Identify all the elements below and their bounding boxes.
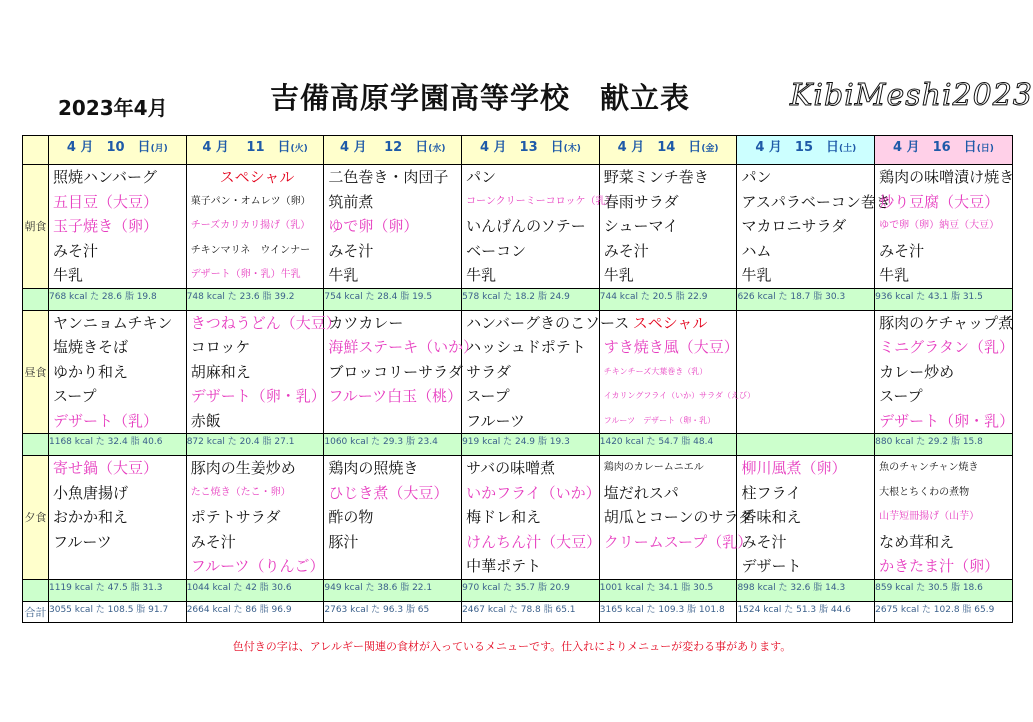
nutrition-cell: [737, 434, 875, 456]
menu-item: 牛乳: [466, 266, 497, 284]
menu-item: カツカレー: [328, 313, 404, 332]
nutrition-cell: 898 kcal た 32.6 脂 14.3: [737, 579, 875, 601]
allergy-note: 色付きの字は、アレルギー関連の食材が入っているメニューです。仕入れによりメニューが変わる事があります。: [232, 640, 792, 653]
menu-item: [737, 384, 874, 409]
nutrition-cell: 768 kcal た 28.6 脂 19.8: [49, 288, 187, 310]
menu-item: スープ: [53, 387, 97, 405]
menu-item: 赤飯: [190, 411, 221, 430]
nutrition-cell: 744 kcal た 20.5 脂 22.9: [599, 288, 737, 310]
menu-cell: [324, 310, 479, 434]
menu-item: 豚肉のケチャップ煮: [879, 313, 1014, 332]
menu-item: ミニグラタン（乳）: [879, 338, 1014, 356]
nutrition-cell: 578 kcal た 18.2 脂 24.9: [462, 288, 600, 310]
date-header-thu: [462, 136, 600, 165]
total-cell: 1524 kcal た 51.3 脂 44.6: [737, 601, 875, 622]
month-label: 2023年4月: [58, 96, 168, 120]
date-header-sun: [875, 136, 1013, 165]
menu-item: 鶏肉の照焼き: [328, 459, 419, 477]
menu-cell: [599, 165, 737, 289]
nutrition-cell: 936 kcal た 43.1 脂 31.5: [875, 288, 1013, 310]
dinner-row: [23, 456, 1013, 580]
menu-item: たこ焼き（たこ・卵）: [190, 486, 291, 498]
menu-item: 牛乳: [741, 266, 772, 284]
date-header-mon: [49, 136, 187, 165]
menu-cell: [737, 310, 875, 434]
menu-item: フルーツ（りんご）: [190, 557, 325, 575]
date-text: 4 月 12 日: [340, 140, 429, 155]
menu-cell: [462, 165, 616, 289]
nutrition-cell: 970 kcal た 35.7 脂 20.9: [462, 579, 600, 601]
menu-item: きつねうどん（大豆）: [190, 313, 341, 332]
menu-item: 春雨サラダ: [603, 192, 679, 211]
menu-item: 菓子パン・オムレツ（卵）: [190, 195, 311, 207]
menu-item: ハム: [741, 241, 772, 260]
menu-item: ひじき煮（大豆）: [328, 483, 449, 502]
total-cell: 2664 kcal た 86 脂 96.9: [186, 601, 324, 622]
menu-cell: [49, 165, 187, 289]
menu-cell: [737, 165, 891, 289]
menu-item: ゆで卵（卵）納豆（大豆）: [879, 220, 1000, 231]
menu-item: かきたま汁（卵）: [879, 557, 1000, 575]
menu-item: クリームスープ（乳）: [603, 532, 753, 551]
menu-item: みそ汁: [328, 241, 374, 260]
total-cell: 2467 kcal た 78.8 脂 65.1: [462, 601, 600, 622]
menu-item: 牛乳: [879, 266, 910, 284]
header-corner: [23, 136, 49, 165]
menu-item: デザート: [741, 557, 802, 575]
menu-item: 胡麻和え: [190, 362, 251, 381]
menu-item: フルーツ白玉（桃）: [328, 387, 463, 405]
menu-item: 牛乳: [53, 266, 84, 284]
menu-table: [22, 135, 1013, 623]
menu-cell: [875, 165, 1013, 289]
menu-item: [737, 335, 874, 360]
menu-item: すき焼き風（大豆）: [603, 338, 739, 356]
total-label: 合計: [23, 601, 49, 622]
nutrition-cell: 949 kcal た 38.6 脂 22.1: [324, 579, 462, 601]
menu-item: ポテトサラダ: [190, 508, 281, 526]
lunch-nutrition-row: [23, 434, 1013, 456]
date-header-wed: [324, 136, 462, 165]
menu-item: ブロッコリーサラダ: [328, 362, 463, 381]
menu-item: みそ汁: [741, 532, 787, 551]
menu-item: ゆで卵（卵）: [328, 217, 419, 235]
menu-item: 魚のチャンチャン焼き: [879, 462, 979, 473]
menu-cell: [186, 456, 324, 580]
menu-item: 胡瓜とコーンのサラダ: [603, 508, 754, 526]
menu-item: [737, 409, 874, 434]
nutrition-cell: 626 kcal た 18.7 脂 30.3: [737, 288, 875, 310]
nutrition-cell: 1001 kcal た 34.1 脂 30.5: [599, 579, 737, 601]
menu-item: デザート（乳）: [53, 411, 159, 430]
menu-item: マカロニサラダ: [741, 217, 847, 235]
menu-item: 塩だれスパ: [603, 483, 679, 502]
menu-item: フルーツ: [53, 532, 112, 551]
date-header-row: [23, 136, 1013, 165]
menu-item: サバの味噌煮: [466, 459, 556, 477]
menu-item: 二色巻き・肉団子: [328, 168, 449, 186]
menu-item: 鶏肉のカレームニエル: [603, 462, 704, 473]
menu-item: デザート（卵・乳）牛乳: [190, 269, 301, 280]
menu-item: 小魚唐揚げ: [53, 483, 129, 502]
menu-item: アスパラベーコン巻き: [741, 192, 891, 211]
menu-item: 塩焼きそば: [53, 338, 129, 356]
weekday-text: (水): [428, 144, 446, 154]
page-title: 吉備高原学園高等学校 献立表: [270, 81, 691, 115]
total-row: [23, 601, 1013, 622]
menu-cell: [737, 456, 875, 580]
breakfast-label: 朝食: [23, 165, 49, 289]
nutrition-label: [23, 434, 49, 456]
menu-item: スペシャル: [632, 313, 708, 332]
menu-item: 柱フライ: [741, 483, 801, 502]
total-cell: 2675 kcal た 102.8 脂 65.9: [875, 601, 1013, 622]
menu-item: コーンクリーミーコロッケ（乳）: [466, 195, 616, 207]
date-text: 4 月 15 日: [755, 140, 839, 155]
menu-item: スープ: [879, 387, 923, 405]
dinner-nutrition-row: [23, 579, 1013, 601]
nutrition-cell: 872 kcal た 20.4 脂 27.1: [186, 434, 324, 456]
menu-item: フルーツ デザート（卵・乳）: [603, 415, 716, 425]
menu-cell: [186, 165, 324, 289]
date-text: 4 月 11 日: [202, 140, 291, 155]
weekday-text: (土): [839, 144, 857, 154]
menu-cell: [462, 310, 630, 434]
menu-item: ハンバーグきのこソース: [466, 313, 630, 332]
menu-item: デザート（卵・乳）: [190, 387, 326, 405]
menu-item: 鶏肉の味噌漬け焼き: [879, 168, 1015, 186]
menu-cell: [875, 310, 1013, 434]
menu-cell: [186, 310, 341, 434]
menu-item: なめ茸和え: [879, 532, 955, 551]
menu-item: 五目豆（大豆）: [53, 192, 159, 211]
kibimeshi-logo: KibiMeshi2023: [790, 78, 1033, 113]
date-header-sat: [737, 136, 875, 165]
nutrition-label: [23, 579, 49, 601]
nutrition-cell: 880 kcal た 29.2 脂 15.8: [875, 434, 1013, 456]
menu-item: 中華ポテト: [466, 557, 542, 575]
menu-item: 海鮮ステーキ（いか）: [328, 338, 479, 356]
menu-item: おかか和え: [53, 508, 129, 526]
weekday-text: (日): [976, 144, 994, 154]
menu-item: 柳川風煮（卵）: [741, 459, 847, 477]
menu-item: みそ汁: [190, 532, 236, 551]
breakfast-nutrition-row: [23, 288, 1013, 310]
weekday-text: (火): [290, 144, 308, 154]
menu-item: [600, 554, 737, 579]
menu-item: いんげんのソテー: [466, 217, 586, 235]
nutrition-cell: 1119 kcal た 47.5 脂 31.3: [49, 579, 187, 601]
menu-item: パン: [741, 168, 772, 186]
menu-item: ゆかり和え: [53, 362, 129, 381]
nutrition-cell: 1420 kcal た 54.7 脂 48.4: [599, 434, 737, 456]
menu-item: みそ汁: [879, 241, 925, 260]
menu-item: みそ汁: [53, 241, 99, 260]
nutrition-cell: 748 kcal た 23.6 脂 39.2: [186, 288, 324, 310]
date-text: 4 月 10 日: [66, 140, 151, 155]
menu-item: 玉子焼き（卵）: [53, 217, 159, 235]
menu-item: 炒り豆腐（大豆）: [879, 192, 1000, 211]
menu-item: [324, 554, 461, 579]
menu-item: コロッケ: [190, 338, 251, 356]
menu-cell: [875, 456, 1013, 580]
menu-item: ベーコン: [466, 241, 527, 260]
menu-item: 牛乳: [603, 266, 634, 284]
menu-item: 野菜ミンチ巻き: [603, 168, 709, 186]
nutrition-cell: 754 kcal た 28.4 脂 19.5: [324, 288, 462, 310]
menu-cell: [462, 456, 600, 580]
menu-item: パン: [466, 168, 497, 186]
menu-item: けんちん汁（大豆）: [466, 532, 602, 551]
lunch-row: [23, 310, 1013, 434]
menu-item: [49, 554, 186, 579]
menu-item: [324, 409, 461, 434]
menu-item: イカリングフライ（いか）サラダ（えび）: [603, 391, 756, 400]
menu-item: 筑前煮: [328, 192, 374, 211]
menu-cell: [599, 456, 754, 580]
date-text: 4 月 13 日: [479, 140, 564, 155]
nutrition-cell: 1060 kcal た 29.3 脂 23.4: [324, 434, 462, 456]
weekday-text: (金): [701, 144, 719, 154]
menu-item: 豚汁: [328, 532, 359, 551]
menu-item: サラダ: [466, 362, 511, 381]
menu-item: ハッシュドポテト: [466, 338, 586, 356]
weekday-text: (月): [150, 144, 168, 154]
menu-item: ヤンニョムチキン: [53, 313, 173, 332]
date-text: 4 月 16 日: [893, 140, 977, 155]
nutrition-label: [23, 288, 49, 310]
nutrition-cell: 1168 kcal た 32.4 脂 40.6: [49, 434, 187, 456]
menu-item: 豚肉の生姜炒め: [190, 459, 296, 477]
total-cell: 3055 kcal た 108.5 脂 91.7: [49, 601, 187, 622]
menu-item: 梅ドレ和え: [466, 508, 542, 526]
menu-item: スペシャル: [219, 168, 295, 186]
menu-item: 大根とちくわの煮物: [879, 486, 970, 498]
menu-cell: [49, 456, 187, 580]
menu-item: [737, 360, 874, 385]
menu-item: [737, 311, 874, 336]
date-text: 4 月 14 日: [617, 140, 702, 155]
breakfast-row: [23, 165, 1013, 289]
menu-item: 牛乳: [328, 266, 359, 284]
nutrition-cell: 919 kcal た 24.9 脂 19.3: [462, 434, 600, 456]
menu-cell: [324, 456, 462, 580]
menu-item: 照焼ハンバーグ: [53, 168, 157, 186]
nutrition-cell: 859 kcal た 30.5 脂 18.6: [875, 579, 1013, 601]
menu-item: みそ汁: [603, 241, 649, 260]
menu-item: フルーツ: [466, 411, 525, 430]
menu-cell: [324, 165, 462, 289]
date-header-fri: [599, 136, 737, 165]
menu-item: いかフライ（いか）: [466, 483, 601, 502]
menu-item: スープ: [466, 387, 510, 405]
menu-item: カレー炒め: [879, 362, 955, 381]
menu-item: チキンマリネ ウインナー: [190, 244, 311, 256]
menu-item: 山芋短冊揚げ（山芋）: [879, 511, 980, 522]
menu-item: デザート（卵・乳）: [879, 411, 1015, 430]
date-header-tue: [186, 136, 324, 165]
menu-item: チーズカリカリ揚げ（乳）: [190, 220, 311, 231]
total-cell: 2763 kcal た 96.3 脂 65: [324, 601, 462, 622]
dinner-label: 夕食: [23, 456, 49, 580]
weekday-text: (木): [563, 144, 581, 154]
menu-item: 寄せ鍋（大豆）: [53, 459, 159, 477]
nutrition-cell: 1044 kcal た 42 脂 30.6: [186, 579, 324, 601]
menu-item: シューマイ: [603, 217, 679, 235]
lunch-label: 昼食: [23, 310, 49, 434]
menu-item: 酢の物: [328, 508, 374, 526]
total-cell: 3165 kcal た 109.3 脂 101.8: [599, 601, 737, 622]
menu-cell: [49, 310, 187, 434]
menu-item: チキンチーズ大葉巻き（乳）: [603, 366, 708, 376]
menu-item: 香味和え: [741, 508, 802, 526]
